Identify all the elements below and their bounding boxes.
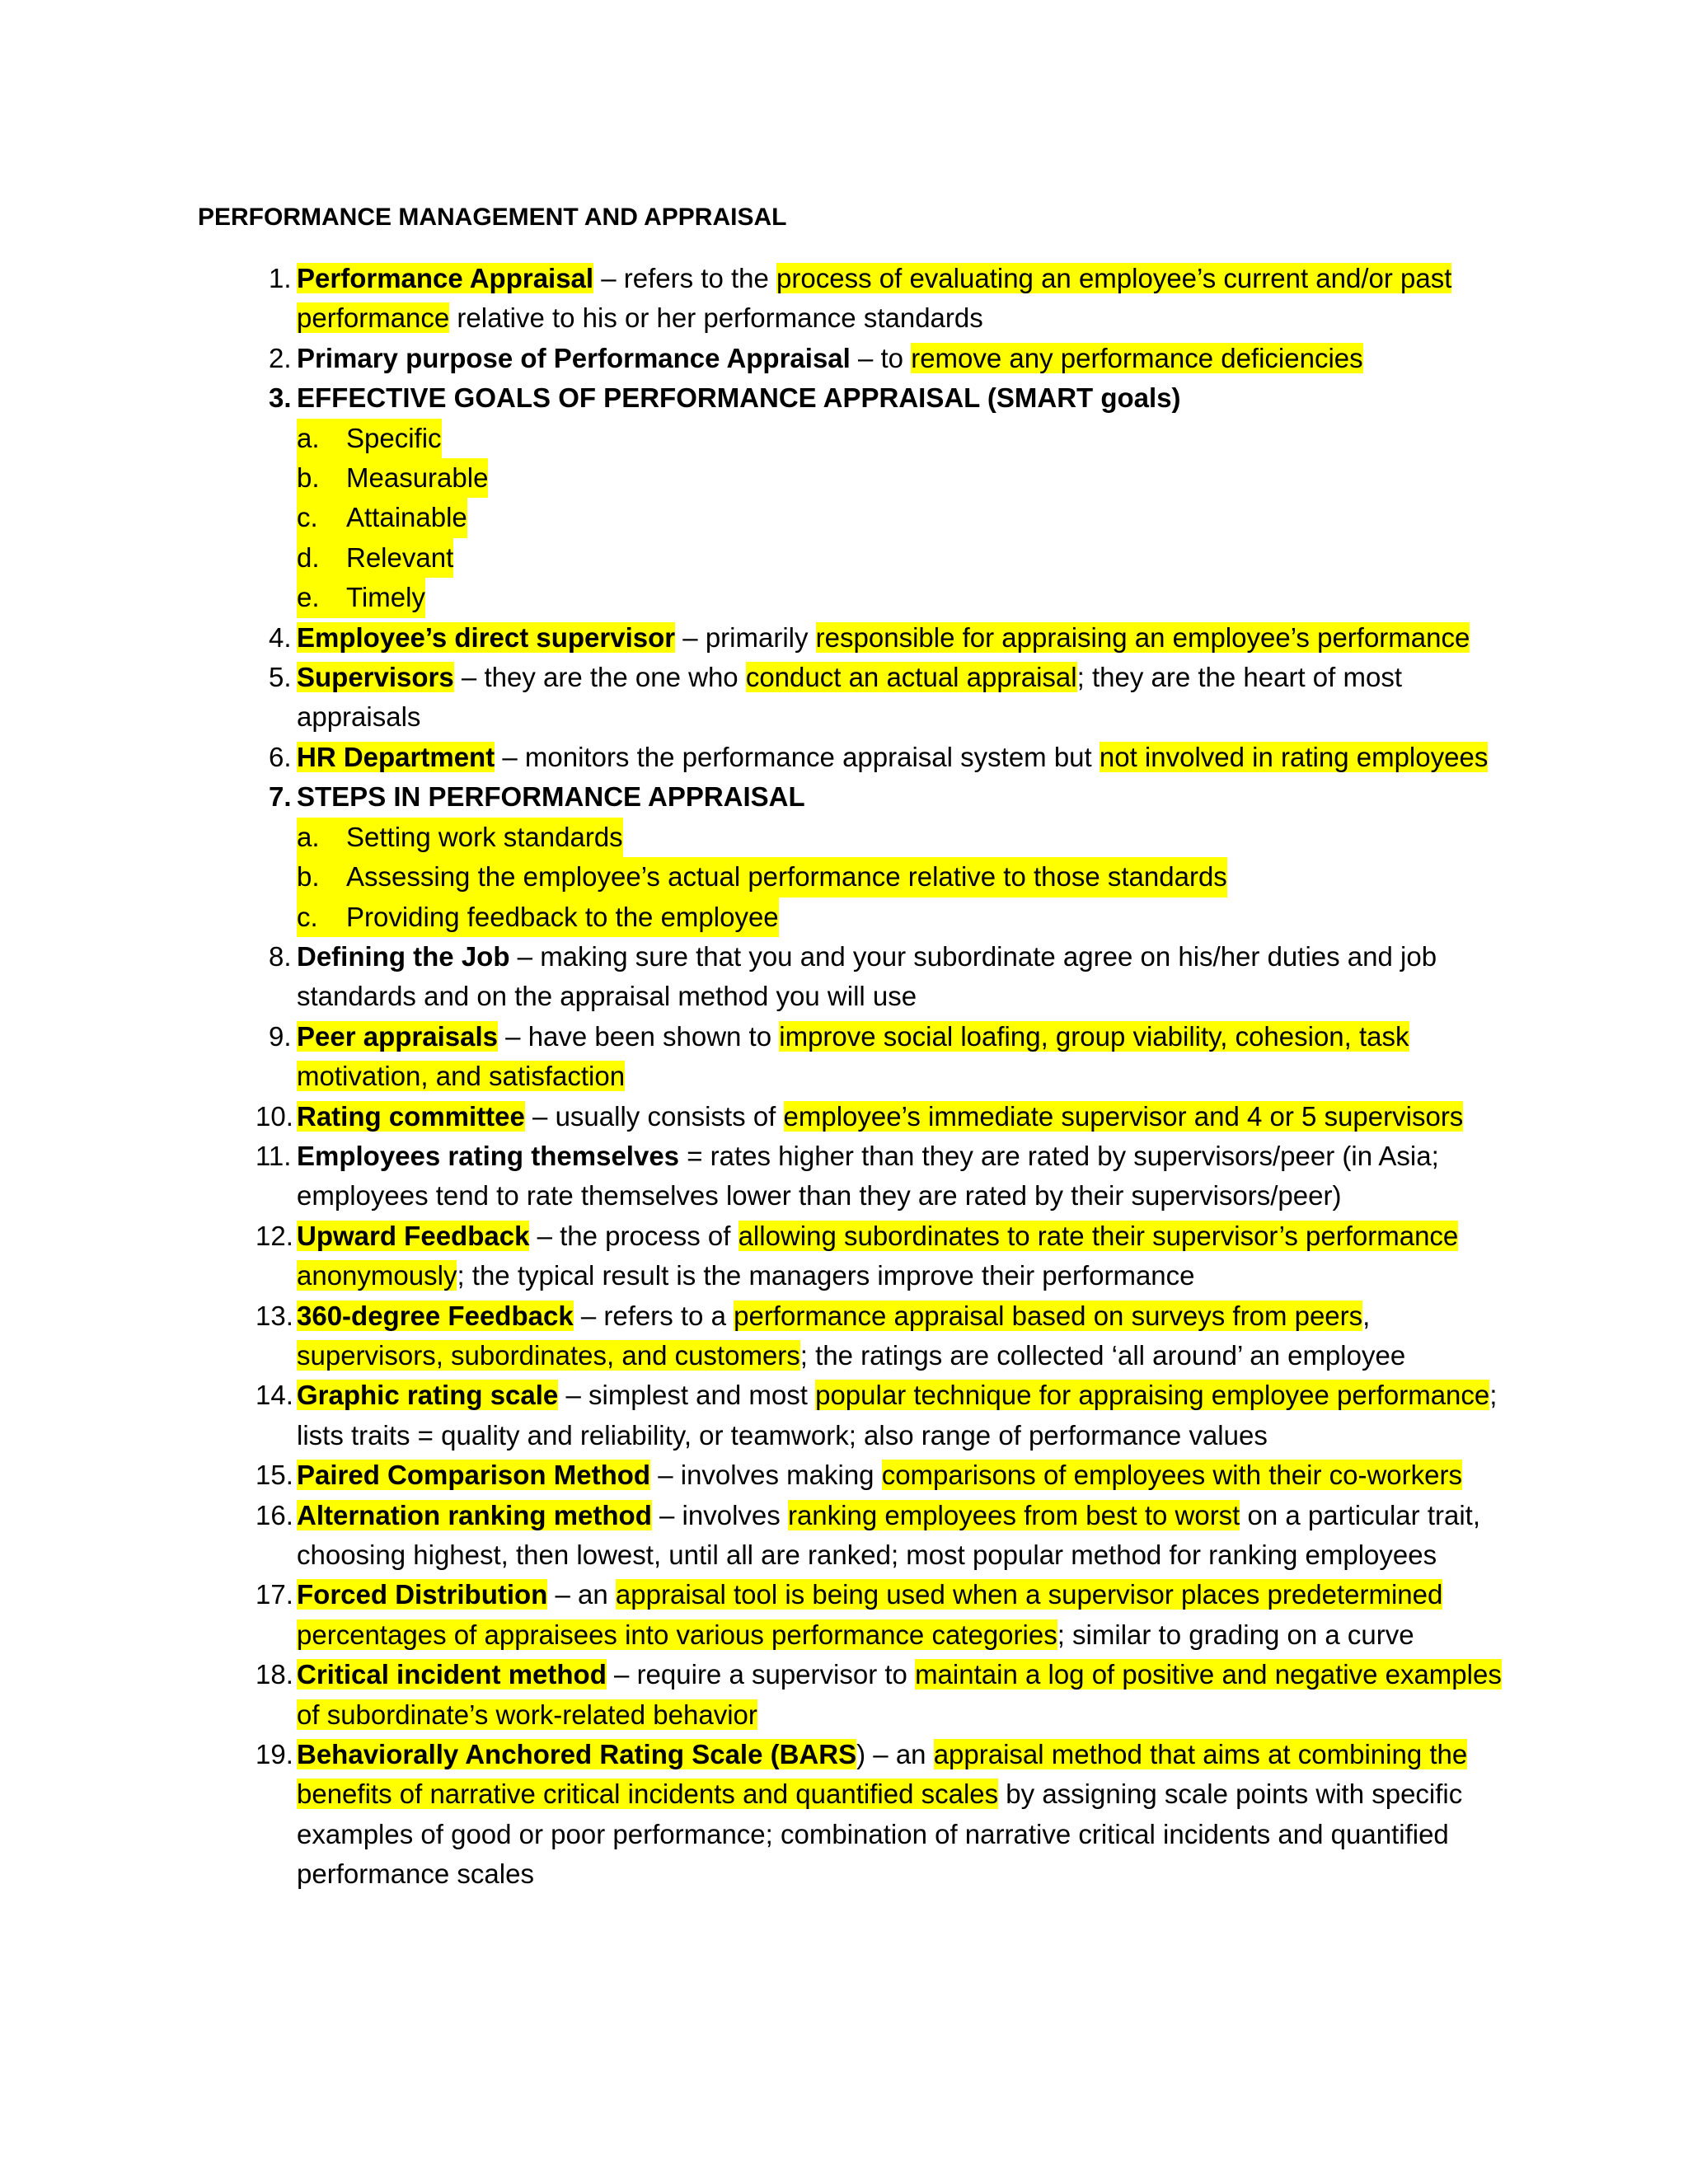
item-term: Employees rating themselves bbox=[297, 1140, 680, 1171]
item-number: 14. bbox=[256, 1380, 293, 1411]
highlighted-text: supervisors, subordinates, and customers bbox=[297, 1339, 800, 1371]
list-item bbox=[198, 1376, 1508, 1455]
highlighted-text: appraisal tool is being used when a supervisor places predetermined percentages of appraisees into various performance categories bbox=[297, 1579, 1443, 1650]
item-term: Critical incident method bbox=[297, 1659, 607, 1690]
sub-item: b. Assessing the employee’s actual performance relative to those standards bbox=[198, 857, 1508, 897]
sub-item: a. Specific bbox=[198, 419, 1508, 458]
item-body: Employees rating themselves = rates higher than they are rated by supervisors/peer (in Asia; employees tend to rate themselves lower than they are rated by their supervisors/peer) bbox=[297, 1140, 1439, 1212]
item-body: Alternation ranking method – involves ranking employees from best to worst on a particular trait, choosing highest, then lowest, until all are ranked; most popular method for ranking employees bbox=[297, 1499, 1480, 1570]
item-body: Upward Feedback – the process of allowing subordinates to rate their supervisor’s performance anonymously; the typical result is the managers improve their performance bbox=[297, 1220, 1459, 1291]
item-term: 360-degree Feedback bbox=[297, 1300, 574, 1331]
item-body: 360-degree Feedback – refers to a performance appraisal based on surveys from peers, supervisors, subordinates, and customers; the ratings are collected ‘all around’ an employee bbox=[297, 1300, 1406, 1371]
highlighted-text: conduct an actual appraisal bbox=[745, 662, 1077, 693]
highlighted-text: remove any performance deficiencies bbox=[911, 342, 1363, 373]
item-term: Employee’s direct supervisor bbox=[297, 621, 676, 653]
item-body: Critical incident method – require a supervisor to maintain a log of positive and negative examples of subordinate’s work-related behavior bbox=[297, 1659, 1502, 1730]
highlighted-text: comparisons of employees with their co-workers bbox=[881, 1460, 1462, 1491]
sub-item-text: Providing feedback to the employee bbox=[346, 901, 779, 932]
item-number: 5. bbox=[269, 662, 292, 693]
item-term: Performance Appraisal bbox=[297, 263, 594, 293]
item-term: Behaviorally Anchored Rating Scale (BARS bbox=[297, 1739, 857, 1770]
item-term: Graphic rating scale bbox=[297, 1380, 559, 1411]
highlighted-text: allowing subordinates to rate their supervisor’s performance anonymously bbox=[297, 1220, 1459, 1291]
sub-item: c. Attainable bbox=[198, 498, 1508, 537]
list-item bbox=[198, 339, 1508, 378]
sub-item-text: Setting work standards bbox=[346, 821, 623, 852]
list-item bbox=[198, 1496, 1508, 1576]
list-item bbox=[198, 937, 1508, 1017]
highlighted-text: popular technique for appraising employee performance bbox=[815, 1380, 1490, 1411]
item-number: 9. bbox=[269, 1020, 292, 1052]
item-body: Behaviorally Anchored Rating Scale (BARS) – an appraisal method that aims at combining the benefits of narrative critical incidents and quantified scales by assigning scale points with specific examples of good or poor performance; combination of narrative critical incidents and quantified performance scales bbox=[297, 1739, 1468, 1890]
section-heading: EFFECTIVE GOALS OF PERFORMANCE APPRAISAL (SMART goals) bbox=[297, 382, 1181, 414]
item-term: Primary purpose of Performance Appraisal bbox=[297, 342, 851, 373]
list-item bbox=[198, 1296, 1508, 1376]
highlighted-text: responsible for appraising an employee’s performance bbox=[815, 621, 1470, 653]
highlighted-text: appraisal method that aims at combining the benefits of narrative critical incidents and quantified scales bbox=[297, 1739, 1468, 1810]
item-number: 15. bbox=[256, 1460, 293, 1491]
highlighted-text: performance appraisal based on surveys from peers bbox=[734, 1300, 1363, 1331]
sub-item-text: Relevant bbox=[346, 541, 454, 573]
sub-item-text: Assessing the employee’s actual performance relative to those standards bbox=[346, 861, 1227, 893]
item-body: Graphic rating scale – simplest and most popular technique for appraising employee performance; lists traits = quality and reliability, or teamwork; also range of performance values bbox=[297, 1380, 1498, 1451]
list-item bbox=[198, 1216, 1508, 1296]
item-term: Upward Feedback bbox=[297, 1220, 530, 1251]
item-term: Rating committee bbox=[297, 1100, 525, 1132]
highlighted-text: not involved in rating employees bbox=[1099, 741, 1489, 772]
item-number: 8. bbox=[269, 940, 292, 972]
sub-item-text: Specific bbox=[346, 422, 442, 453]
item-number: 19. bbox=[256, 1739, 293, 1770]
item-body: Supervisors – they are the one who conduct an actual appraisal; they are the heart of most appraisals bbox=[297, 662, 1402, 733]
item-term: Peer appraisals bbox=[297, 1020, 498, 1052]
list-item bbox=[198, 1735, 1508, 1895]
sub-item-text: Attainable bbox=[346, 502, 467, 533]
item-number: 7. bbox=[269, 781, 292, 813]
item-number: 2. bbox=[269, 342, 292, 373]
section-heading: STEPS IN PERFORMANCE APPRAISAL bbox=[297, 781, 805, 813]
list-item bbox=[198, 259, 1508, 339]
highlighted-text: maintain a log of positive and negative examples of subordinate’s work-related behavior bbox=[297, 1659, 1502, 1730]
item-body: Peer appraisals – have been shown to improve social loafing, group viability, cohesion, task motivation, and satisfaction bbox=[297, 1020, 1409, 1092]
list-item bbox=[198, 658, 1508, 738]
list-item bbox=[198, 1137, 1508, 1216]
item-term: Supervisors bbox=[297, 662, 454, 693]
list-item bbox=[198, 618, 1508, 658]
item-body: HR Department – monitors the performance appraisal system but not involved in rating employees bbox=[297, 741, 1489, 772]
list-item bbox=[198, 738, 1508, 777]
item-number: 12. bbox=[256, 1220, 293, 1251]
item-body: Rating committee – usually consists of employee’s immediate supervisor and 4 or 5 supervisors bbox=[297, 1100, 1464, 1132]
item-number: 10. bbox=[256, 1100, 293, 1132]
item-number: 6. bbox=[269, 741, 292, 772]
item-term: Defining the Job bbox=[297, 940, 510, 972]
list-item bbox=[198, 1575, 1508, 1655]
item-number: 3. bbox=[269, 382, 292, 414]
item-body: Performance Appraisal – refers to the process of evaluating an employee’s current and/or past performance relative to his or her performance standards bbox=[297, 263, 1452, 334]
item-term: HR Department bbox=[297, 741, 495, 772]
list-item bbox=[198, 1097, 1508, 1137]
item-number: 13. bbox=[256, 1300, 293, 1331]
sub-item: d. Relevant bbox=[198, 538, 1508, 578]
sub-item-text: Timely bbox=[346, 582, 425, 613]
highlighted-text: employee’s immediate supervisor and 4 or 5 supervisors bbox=[783, 1100, 1464, 1132]
item-number: 18. bbox=[256, 1659, 293, 1690]
highlighted-text: process of evaluating an employee’s current and/or past performance bbox=[297, 263, 1452, 334]
item-body: Primary purpose of Performance Appraisal – to remove any performance deficiencies bbox=[297, 342, 1363, 373]
sub-item-text: Measurable bbox=[346, 462, 489, 494]
list-item bbox=[198, 1455, 1508, 1495]
sub-item: c. Providing feedback to the employee bbox=[198, 898, 1508, 937]
sub-item: e. Timely bbox=[198, 578, 1508, 617]
item-body: Defining the Job – making sure that you and your subordinate agree on his/her duties and job standards and on the appraisal method you will use bbox=[297, 940, 1437, 1012]
item-body: Employee’s direct supervisor – primarily responsible for appraising an employee’s performance bbox=[297, 621, 1470, 653]
item-number: 1. bbox=[269, 263, 292, 293]
item-number: 17. bbox=[256, 1579, 293, 1610]
highlighted-text: improve social loafing, group viability, cohesion, task motivation, and satisfaction bbox=[297, 1020, 1409, 1092]
sub-item: b. Measurable bbox=[198, 458, 1508, 498]
page-title: PERFORMANCE MANAGEMENT AND APPRAISAL bbox=[198, 204, 787, 231]
list-item bbox=[198, 378, 1508, 418]
item-number: 16. bbox=[256, 1499, 293, 1530]
item-term: Forced Distribution bbox=[297, 1579, 548, 1610]
list-item bbox=[198, 1017, 1508, 1097]
item-body: Forced Distribution – an appraisal tool is being used when a supervisor places predetermined percentages of appraisees into various performance categories; similar to grading on a curve bbox=[297, 1579, 1443, 1650]
list-item bbox=[198, 777, 1508, 817]
item-term: Paired Comparison Method bbox=[297, 1460, 651, 1491]
sub-item: a. Setting work standards bbox=[198, 818, 1508, 857]
item-term: Alternation ranking method bbox=[297, 1499, 652, 1530]
list-item bbox=[198, 1655, 1508, 1735]
highlighted-text: ranking employees from best to worst bbox=[787, 1499, 1240, 1530]
definition-list bbox=[198, 259, 1508, 1895]
item-body: Paired Comparison Method – involves making comparisons of employees with their co-workers bbox=[297, 1460, 1462, 1491]
item-number: 11. bbox=[256, 1140, 292, 1171]
item-number: 4. bbox=[269, 621, 292, 653]
